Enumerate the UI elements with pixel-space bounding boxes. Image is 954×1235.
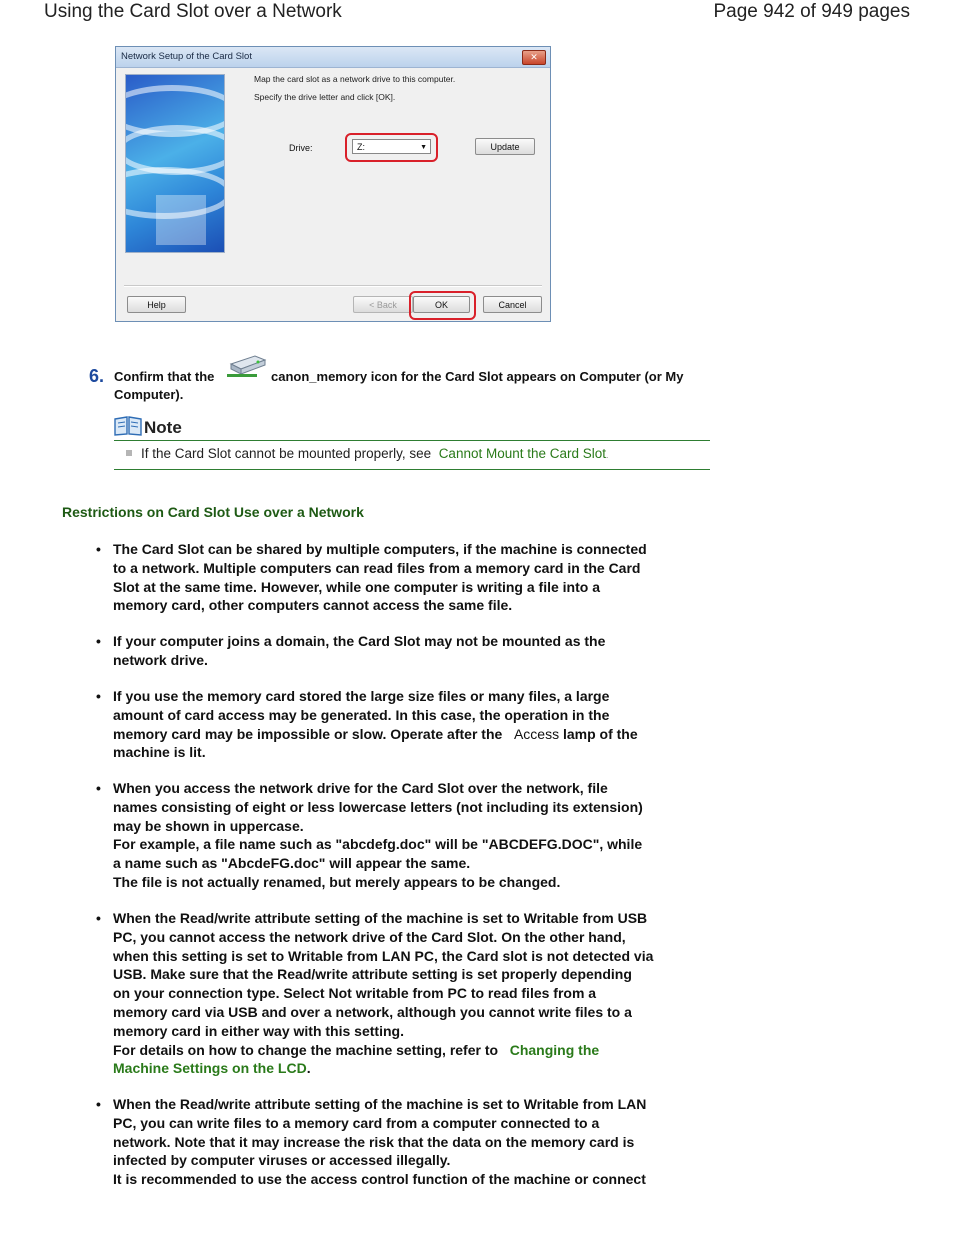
note-item-end: . [606,451,609,460]
update-button[interactable]: Update [475,138,535,155]
note-heading: Note [144,418,182,437]
restriction-line: amount of card access may be generated. In this case, the operation in the [113,706,610,723]
section-heading: Restrictions on Card Slot Use over a Network [62,504,364,520]
changing-settings-link-cont[interactable]: Machine Settings on the LCD [113,1060,307,1077]
lamp-text: lamp of the [562,725,638,742]
note-item-text: If the Card Slot cannot be mounted properly, see [141,446,432,461]
restriction-line [113,1041,713,1060]
access-lamp-name: Access [513,725,560,742]
restriction-line: If you use the memory card stored the large size files or many files, a large [113,688,610,704]
dialog-instruction-line2: Specify the drive letter and click [OK]. [254,92,396,102]
note-bottom-rule [114,469,710,470]
note-top-rule [114,440,710,441]
restriction-line: infected by computer viruses or accessed illegally. [113,1152,451,1169]
cancel-button[interactable]: Cancel [483,296,542,313]
restriction-line: USB. Make sure that the Read/write attribute setting is set properly depending [113,966,632,983]
restriction-line: network drive. [113,651,208,668]
restriction-line: on your connection type. Select Not writable from PC to read files from a [113,985,597,1002]
restriction-line: to a network. Multiple computers can read files from a memory card in the Card [113,559,641,576]
restriction-line: network. Note that it may increase the risk that the data on the memory card is [113,1133,635,1150]
dialog-separator [124,285,542,287]
cannot-mount-card-slot-link[interactable]: Cannot Mount the Card Slot [438,446,607,461]
restriction-line: The Card Slot can be shared by multiple computers, if the machine is connected [113,541,647,557]
drive-select[interactable] [352,139,431,154]
restriction-line: When the Read/write attribute setting of the machine is set to Writable from LAN [113,1096,647,1112]
note-book-icon [114,416,142,436]
restriction-line [113,725,713,744]
bullet-dot-icon: • [96,910,101,926]
step-text-line2: Computer). [114,387,184,402]
dialog-side-artwork [125,74,225,253]
restriction-line-text: memory card may be impossible or slow. Operate after the [113,725,503,742]
back-button[interactable]: < Back [353,296,413,313]
step-number: 6. [89,366,105,386]
restriction-line: Slot at the same time. However, while one computer is writing a file into a [113,578,600,595]
restriction-line: If your computer joins a domain, the Card Slot may not be mounted as the [113,633,606,649]
changing-settings-link[interactable]: Changing the [509,1041,600,1058]
restriction-line: When you access the network drive for the Card Slot over the network, file [113,780,608,796]
restriction-line: when this setting is set to Writable from LAN PC, the Card slot is not detected via [113,947,654,964]
restriction-line: memory card in either way with this setting. [113,1022,404,1039]
link-end: . [306,1060,311,1077]
bullet-dot-icon: • [96,780,101,796]
ok-button[interactable]: OK [413,296,470,313]
dialog-title-bar [116,47,550,68]
network-setup-dialog-screenshot [115,46,551,322]
restriction-line: The file is not actually renamed, but merely appears to be changed. [113,873,561,890]
restriction-line [113,1059,713,1078]
chevron-down-icon: ▼ [420,144,427,151]
restriction-line: memory card, other computers cannot access the same file. [113,597,513,614]
close-icon[interactable]: ✕ [522,50,546,65]
restriction-line: may be shown in uppercase. [113,817,304,834]
restriction-line: It is recommended to use the access control function of the machine or connect [113,1171,646,1188]
restriction-line: PC, you cannot access the network drive of the Card Slot. On the other hand, [113,928,626,945]
restriction-line: When the Read/write attribute setting of the machine is set to Writable from USB [113,910,648,926]
bullet-dot-icon: • [96,633,101,649]
bullet-dot-icon: • [96,1096,101,1112]
dialog-instruction-line1: Map the card slot as a network drive to this computer. [254,74,456,84]
restriction-line: a name such as "AbcdeFG.doc" will appear the same. [113,855,471,872]
restriction-line-text: For details on how to change the machine setting, refer to [113,1041,499,1058]
dialog-title: Network Setup of the Card Slot [121,51,252,62]
bullet-dot-icon: • [96,541,101,557]
page-header-title: Using the Card Slot over a Network [44,1,342,22]
restriction-line: memory card via USB and over a network, although you cannot write files to a [113,1003,632,1020]
note-item [126,446,608,461]
restriction-line: For example, a file name such as "abcdefg.doc" will be "ABCDEFG.DOC", while [113,836,643,853]
square-bullet-icon [126,450,132,456]
drive-select-value: Z: [357,142,365,152]
bullet-dot-icon: • [96,688,101,704]
page-number: Page 942 of 949 pages [713,1,910,22]
restriction-line: machine is lit. [113,744,206,761]
step-text-before-icon: Confirm that the [114,369,215,384]
restriction-line: PC, you can write files to a memory card from a computer connected to a [113,1114,600,1131]
network-drive-icon [225,352,267,382]
drive-label: Drive: [289,143,313,153]
help-button[interactable]: Help [127,296,186,313]
step-text-after-icon: canon_memory icon for the Card Slot appears on Computer (or My [271,369,684,384]
restriction-line: names consisting of eight or less lowercase letters (not including its extension) [113,798,643,815]
